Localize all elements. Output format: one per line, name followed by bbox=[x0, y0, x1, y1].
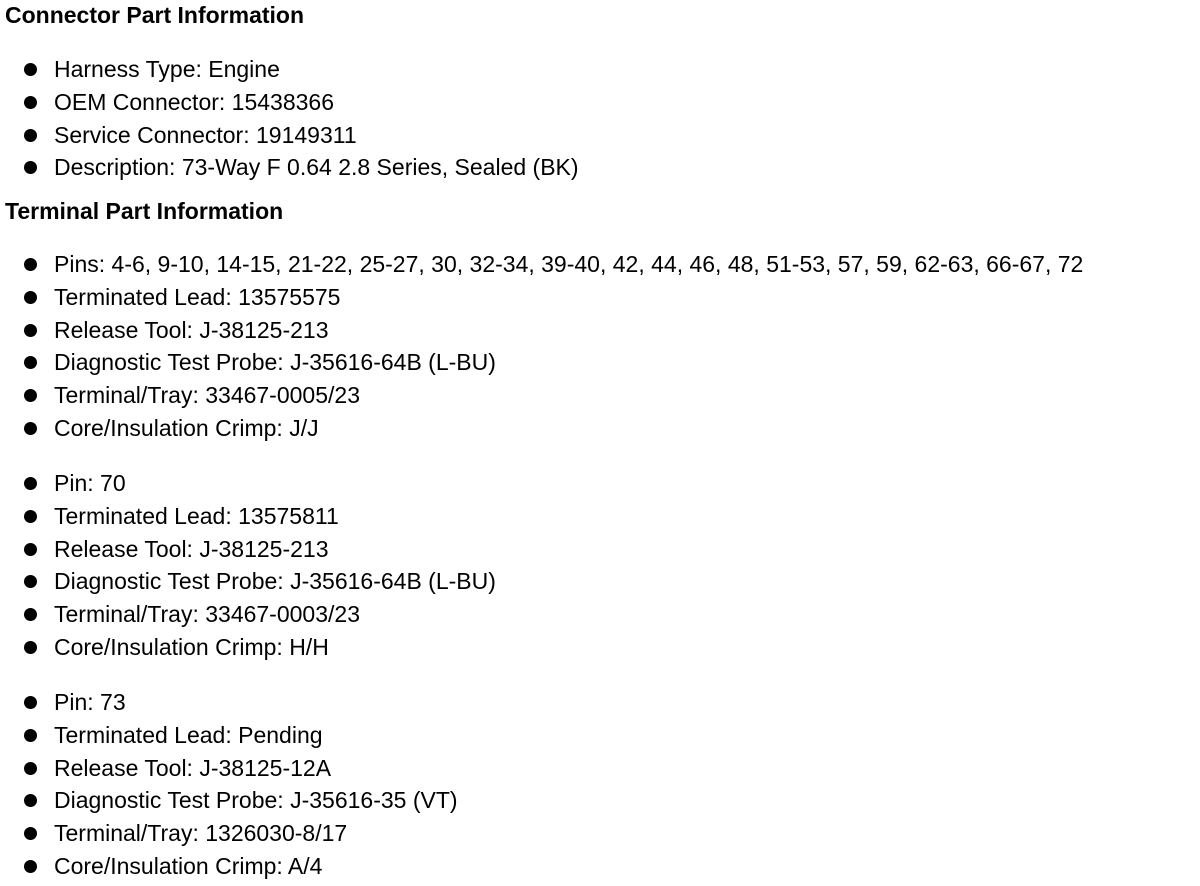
connector-part-heading: Connector Part Information bbox=[5, 2, 305, 28]
item-text: Terminated Lead: 13575811 bbox=[54, 502, 339, 529]
bullet-icon bbox=[24, 762, 37, 775]
item-text: Release Tool: J-38125-213 bbox=[54, 316, 329, 343]
bullet-icon bbox=[24, 543, 37, 556]
item-text: Core/Insulation Crimp: H/H bbox=[54, 633, 329, 660]
item-text: Release Tool: J-38125-12A bbox=[54, 754, 332, 781]
bullet-icon bbox=[24, 608, 37, 621]
bullet-icon bbox=[24, 575, 37, 588]
bullet-icon bbox=[24, 696, 37, 709]
connector-info-list bbox=[0, 53, 579, 184]
list-item bbox=[0, 850, 458, 883]
item-text: Pin: 70 bbox=[54, 470, 126, 496]
item-text: Service Connector: 19149311 bbox=[54, 121, 357, 148]
list-item bbox=[0, 86, 579, 119]
terminal-group-2-list bbox=[0, 467, 496, 664]
bullet-icon bbox=[24, 860, 37, 873]
list-item bbox=[0, 817, 458, 850]
list-item bbox=[0, 314, 1083, 347]
bullet-icon bbox=[24, 422, 37, 435]
terminal-group-1-list bbox=[0, 248, 1083, 445]
item-text: Diagnostic Test Probe: J-35616-64B (L-BU) bbox=[54, 349, 496, 376]
list-item bbox=[0, 598, 496, 631]
item-text: Terminal/Tray: 33467-0003/23 bbox=[54, 601, 360, 628]
item-text: Core/Insulation Crimp: A/4 bbox=[54, 852, 323, 879]
terminal-part-heading: Terminal Part Information bbox=[5, 198, 284, 224]
item-text: OEM Connector: 15438366 bbox=[54, 88, 335, 115]
list-item bbox=[0, 719, 458, 752]
list-item bbox=[0, 281, 1083, 314]
list-item bbox=[0, 565, 496, 598]
bullet-icon bbox=[24, 794, 37, 807]
bullet-icon bbox=[24, 258, 37, 271]
bullet-icon bbox=[24, 827, 37, 840]
item-text: Terminal/Tray: 1326030-8/17 bbox=[54, 820, 348, 847]
bullet-icon bbox=[24, 63, 37, 76]
list-item bbox=[0, 686, 458, 719]
bullet-icon bbox=[24, 510, 37, 523]
list-item bbox=[0, 248, 1083, 281]
bullet-icon bbox=[24, 477, 37, 490]
item-text: Harness Type: Engine bbox=[54, 56, 280, 82]
item-text: Release Tool: J-38125-213 bbox=[54, 535, 329, 562]
bullet-icon bbox=[24, 356, 37, 369]
bullet-icon bbox=[24, 324, 37, 337]
list-item bbox=[0, 631, 496, 664]
bullet-icon bbox=[24, 729, 37, 742]
item-text: Terminated Lead: Pending bbox=[54, 721, 323, 748]
item-text: Description: 73-Way F 0.64 2.8 Series, Sealed (BK) bbox=[54, 154, 579, 181]
list-item bbox=[0, 784, 458, 817]
terminal-group-3-list bbox=[0, 686, 458, 883]
bullet-icon bbox=[24, 641, 37, 654]
item-text: Diagnostic Test Probe: J-35616-35 (VT) bbox=[54, 787, 458, 814]
list-item bbox=[0, 533, 496, 566]
list-item bbox=[0, 379, 1083, 412]
list-item bbox=[0, 752, 458, 785]
list-item bbox=[0, 53, 579, 86]
item-text: Diagnostic Test Probe: J-35616-64B (L-BU) bbox=[54, 568, 496, 595]
item-text: Pin: 73 bbox=[54, 689, 126, 715]
bullet-icon bbox=[24, 161, 37, 174]
bullet-icon bbox=[24, 96, 37, 109]
item-text: Core/Insulation Crimp: J/J bbox=[54, 414, 319, 441]
list-item bbox=[0, 500, 496, 533]
bullet-icon bbox=[24, 291, 37, 304]
item-text: Pins: 4-6, 9-10, 14-15, 21-22, 25-27, 30, 32-34, 39-40, 42, 44, 46, 48, 51-53, 57, 59, 62-63, 66-67, 72 bbox=[54, 251, 1084, 277]
list-item bbox=[0, 346, 1083, 379]
list-item bbox=[0, 151, 579, 184]
bullet-icon bbox=[24, 389, 37, 402]
bullet-icon bbox=[24, 129, 37, 142]
list-item bbox=[0, 467, 496, 500]
item-text: Terminated Lead: 13575575 bbox=[54, 283, 341, 310]
item-text: Terminal/Tray: 33467-0005/23 bbox=[54, 382, 360, 409]
list-item bbox=[0, 119, 579, 152]
list-item bbox=[0, 412, 1083, 445]
